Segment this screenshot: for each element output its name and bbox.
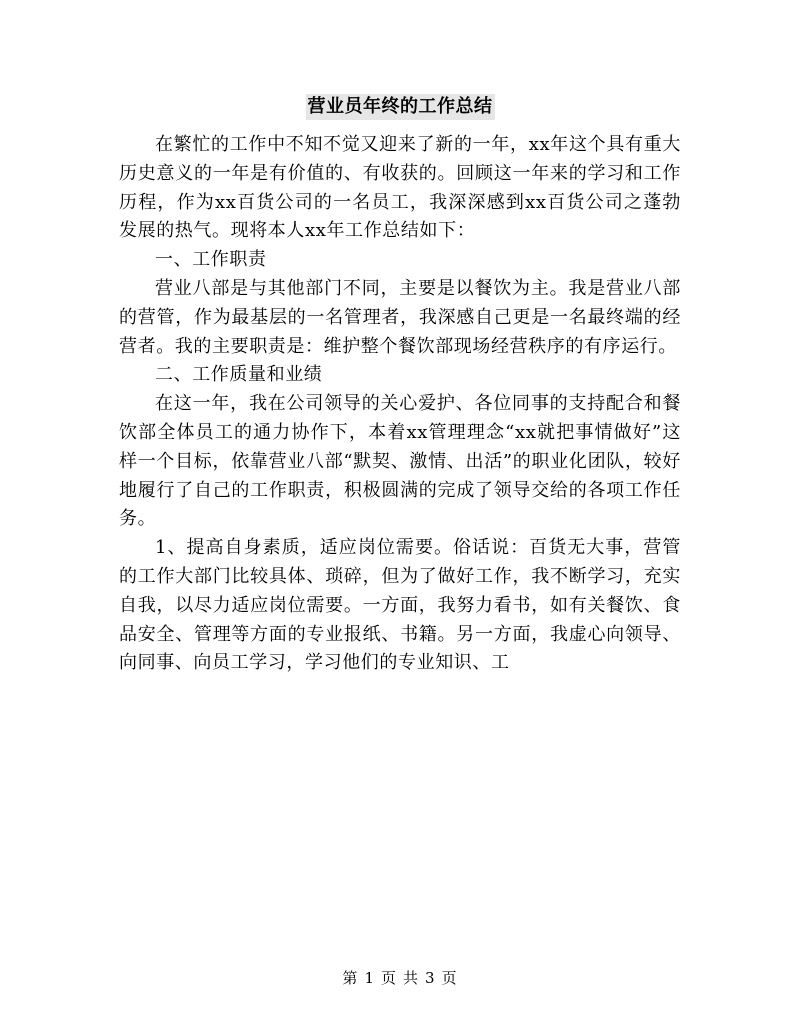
paragraph-intro: 在繁忙的工作中不知不觉又迎来了新的一年，xx年这个具有重大历史意义的一年是有价值的、有收获的。回顾这一年来的学习和工作历程，作为xx百货公司的一名员工，我深深感到xx百货公司之蓬勃发展的热气。现将本人xx年工作总结如下： <box>119 134 681 242</box>
footer-current-page: 1 <box>364 969 375 987</box>
footer-suffix: 页 <box>441 969 458 987</box>
footer-total-label: 共 <box>403 969 420 987</box>
footer-total-pages: 3 <box>425 969 436 987</box>
page-footer <box>0 968 800 988</box>
paragraph-performance: 在这一年，我在公司领导的关心爱护、各位同事的支持配合和餐饮部全体员工的通力协作下，本着xx管理理念“xx就把事情做好”这样一个目标，依靠营业八部“默契、激情、出活”的职业化团队，较好地履行了自己的工作职责，积极圆满的完成了领导交给的各项工作任务。 <box>119 393 681 530</box>
paragraph-duties: 营业八部是与其他部门不同，主要是以餐饮为主。我是营业八部的营管，作为最基层的一名管理者，我深感自己更是一名最终端的经营者。我的主要职责是：维护整个餐饮部现场经营秩序的有序运行。 <box>119 277 681 357</box>
footer-prefix: 第 <box>342 969 359 987</box>
document-title: 营业员年终的工作总结 <box>306 94 495 120</box>
document-body <box>119 131 681 678</box>
footer-page-label: 页 <box>380 969 397 987</box>
heading-work-duties: 一、工作职责 <box>155 249 267 271</box>
paragraph-self-improvement: 1、提高自身素质，适应岗位需要。俗话说：百货无大事，营管的工作大部门比较具体、琐碎，但为了做好工作，我不断学习，充实自我，以尽力适应岗位需要。一方面，我努力看书，如有关餐饮、食品安全、管理等方面的专业报纸、书籍。另一方面，我虚心向领导、向同事、向员工学习，学习他们的专业知识、工 <box>119 537 681 674</box>
heading-quality-performance: 二、工作质量和业绩 <box>155 364 323 386</box>
title-container <box>0 94 800 120</box>
